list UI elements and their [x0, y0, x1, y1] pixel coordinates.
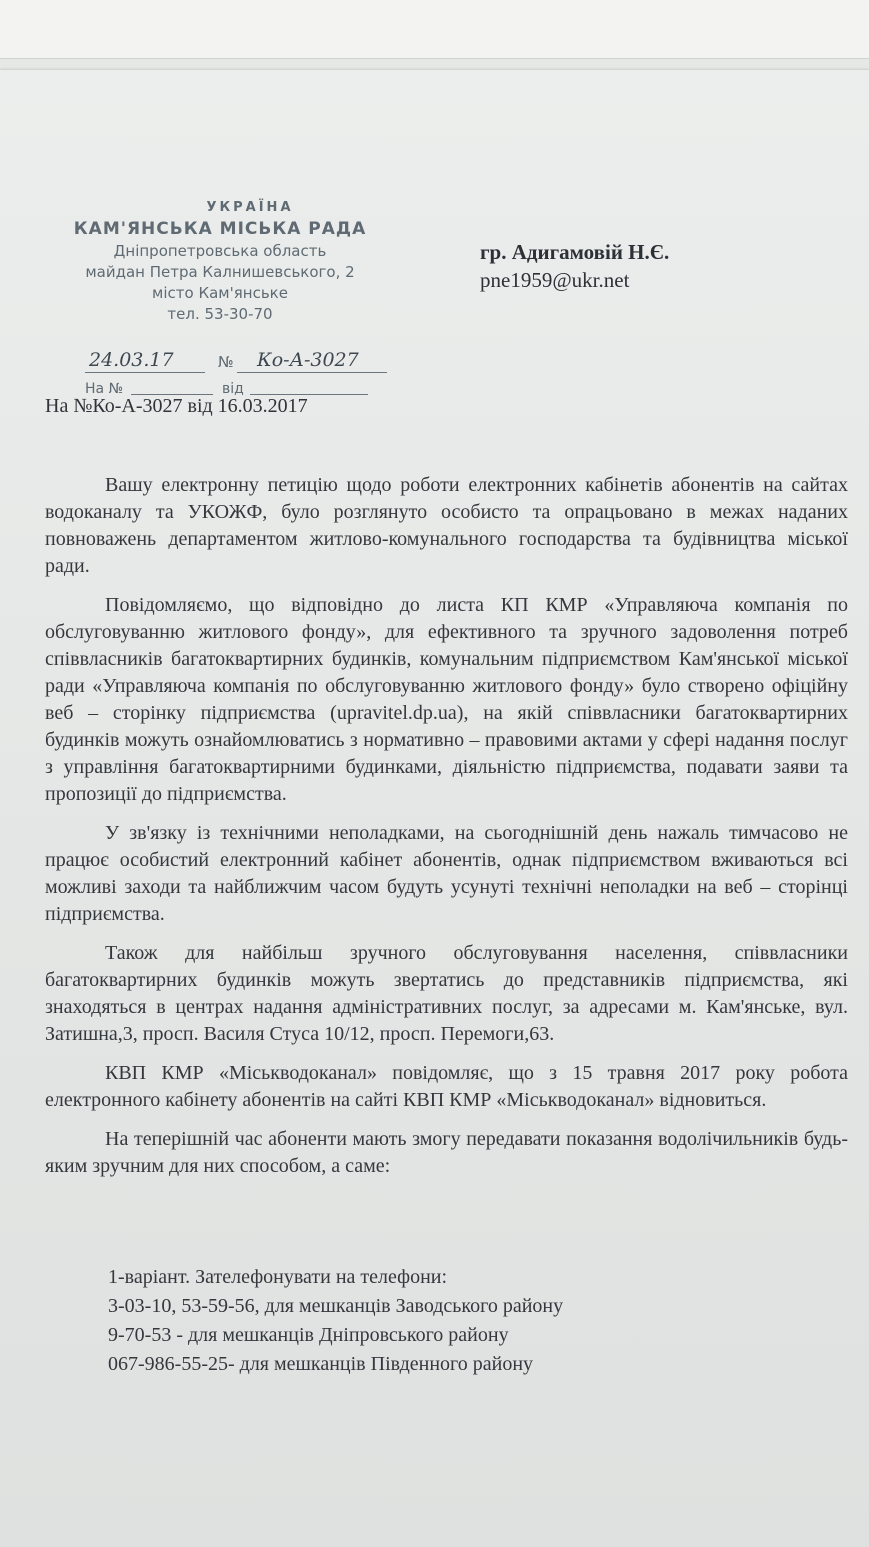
- registration-number: Ко-А-3027: [257, 349, 359, 371]
- contact-line: 9-70-53 - для мешканців Дніпровського району: [108, 1324, 509, 1346]
- reply-from-label: від: [222, 381, 244, 397]
- body-paragraph: Також для найбільш зручного обслуговування населення, співвласники багатоквартирних будинків можуть звертатись до представників підприємства, які знаходяться в центрах надання адміністративних послуг, за адресами м. Кам'янське, вул. Затишна,3, просп. Василя Стуса 10/12, просп. Перемоги,63.: [45, 942, 848, 1045]
- reply-number-label: На №: [85, 381, 124, 397]
- contact-line: 3-03-10, 53-59-56, для мешканців Заводського району: [108, 1295, 564, 1317]
- letterhead-street: майдан Петра Калнишевського, 2: [85, 263, 355, 281]
- background-sheet: [0, 0, 869, 61]
- contacts-list: [108, 1263, 563, 1379]
- body-paragraph: Повідомляємо, що відповідно до листа КП КМР «Управляюча компанія по обслуговуванню житлового фонду», для ефективного та зручного задоволення потреб співвласників багатоквартирних будинків, комунальним підприємством Кам'янської міської ради «Управляюча компанія по обслуговуванню житлового фонду» було створено офіційну веб – сторінку підприємства (upravitel.dp.ua), на якій співвласники багатоквартирних будинків можуть ознайомлюватись з нормативно – правовими актами у сфері надання послуг з управління багатоквартирними будинками, діяльністю підприємства, подавати заяви та пропозиції до підприємства.: [45, 594, 848, 805]
- addressee-email: pne1959@ukr.net: [480, 268, 630, 292]
- addressee-name: гр. Адигамовій Н.Є.: [480, 240, 670, 264]
- contact-line: 067-986-55-25- для мешканців Південного району: [108, 1353, 534, 1375]
- body-paragraph: У зв'язку із технічними неполадками, на сьогоднішній день нажаль тимчасово не працює особистий електронний кабінет абонентів, однак підприємством вживаються всі можливі заходи та найближчим часом будуть усунуті технічні неполадки на веб – сторінці підприємства.: [45, 822, 848, 925]
- letterhead-phone: тел. 53-30-70: [167, 305, 273, 323]
- letterhead-stamp: [40, 200, 400, 323]
- letterhead-country: УКРАЇНА: [206, 200, 294, 215]
- letter-body: [45, 472, 848, 1192]
- registration-row: [85, 345, 395, 375]
- letterhead-region: Дніпропетровська область: [113, 242, 327, 260]
- body-paragraph: КВП КМР «Міськводоканал» повідомляє, що з 15 травня 2017 року робота електронного кабінету абонентів на сайті КВП КМР «Міськводоканал» відновиться.: [45, 1062, 848, 1111]
- contact-line: 1-варіант. Зателефонувати на телефони:: [108, 1266, 448, 1288]
- body-paragraph: На теперішній час абоненти мають змогу передавати показання водолічильників будь-яким зручним для них способом, а саме:: [45, 1128, 848, 1177]
- registration-date: 24.03.17: [89, 349, 174, 371]
- reference-line: На №Ко-А-3027 від 16.03.2017: [45, 395, 308, 417]
- body-paragraph: Вашу електронну петицію щодо роботи електронних кабінетів абонентів на сайтах водоканалу та УКОЖФ, було розглянуто особисто та опрацьовано в межах наданих повноважень департаментом житлово-комунального господарства та будівництва міської ради.: [45, 474, 848, 577]
- letter-page: [0, 70, 869, 1547]
- number-underline: [237, 372, 387, 373]
- addressee-block: [480, 238, 669, 294]
- date-underline: [85, 372, 205, 373]
- number-label: №: [218, 353, 234, 371]
- letterhead-city: місто Кам'янське: [152, 284, 288, 302]
- letterhead-council: КАМ'ЯНСЬКА МІСЬКА РАДА: [73, 219, 367, 239]
